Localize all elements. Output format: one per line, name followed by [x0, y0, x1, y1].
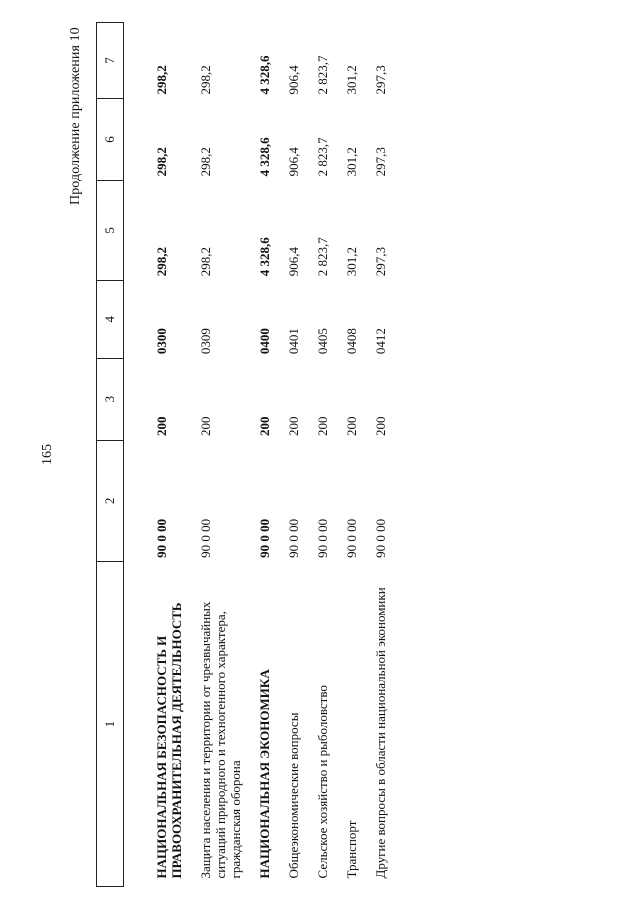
row-amount-5: 298,2 — [154, 247, 169, 277]
row-section-code: 0408 — [344, 328, 359, 355]
row-amount-7: 4 328,6 — [257, 55, 272, 95]
row-target-code: 90 0 00 — [154, 518, 169, 558]
row-name: НАЦИОНАЛЬНАЯ ЭКОНОМИКА — [257, 669, 272, 879]
row-name: Транспорт — [344, 820, 359, 879]
row-expense-type: 200 — [315, 416, 330, 437]
table-header — [97, 23, 124, 887]
row-amount-5: 297,3 — [373, 247, 388, 277]
table-row — [344, 23, 373, 887]
row-expense-type: 200 — [286, 416, 301, 437]
row-amount-7: 297,3 — [373, 65, 388, 95]
row-amount-7: 2 823,7 — [315, 55, 330, 95]
header-col-5: 5 — [97, 180, 124, 280]
row-name: НАЦИОНАЛЬНАЯ БЕЗОПАСНОСТЬ И ПРАВООХРАНИТЕЛЬНАЯ ДЕЯТЕЛЬНОСТЬ — [154, 602, 184, 879]
row-amount-7: 298,2 — [198, 65, 213, 95]
row-amount-6: 4 328,6 — [257, 137, 272, 177]
row-section-code: 0309 — [198, 328, 213, 355]
row-amount-5: 906,4 — [286, 247, 301, 277]
row-target-code: 90 0 00 — [257, 518, 272, 558]
row-expense-type: 200 — [257, 416, 272, 437]
header-col-2: 2 — [97, 440, 124, 562]
row-target-code: 90 0 00 — [373, 518, 388, 558]
row-section-code: 0401 — [286, 328, 301, 355]
row-amount-5: 4 328,6 — [257, 237, 272, 277]
table-row — [286, 23, 315, 887]
row-amount-7: 301,2 — [344, 65, 359, 95]
row-amount-6: 298,2 — [154, 147, 169, 177]
row-amount-6: 906,4 — [286, 147, 301, 177]
row-name: Другие вопросы в области национальной экономики — [373, 587, 388, 879]
table-body — [124, 23, 403, 887]
header-col-4: 4 — [97, 280, 124, 358]
row-name: Защита населения и территории от чрезвычайных ситуаций природного и техногенного характера, гражданская оборона — [198, 601, 243, 879]
row-amount-7: 298,2 — [154, 65, 169, 95]
table-row — [124, 23, 199, 887]
row-target-code: 90 0 00 — [315, 518, 330, 558]
table-row — [315, 23, 344, 887]
row-amount-7: 906,4 — [286, 65, 301, 95]
row-amount-5: 2 823,7 — [315, 237, 330, 277]
row-target-code: 90 0 00 — [286, 518, 301, 558]
row-section-code: 0300 — [154, 328, 169, 355]
row-expense-type: 200 — [198, 416, 213, 437]
appendix-caption: Продолжение приложения 10 — [68, 27, 83, 205]
row-expense-type: 200 — [344, 416, 359, 437]
row-amount-5: 301,2 — [344, 247, 359, 277]
table-row — [257, 23, 286, 887]
header-col-3: 3 — [97, 358, 124, 440]
row-target-code: 90 0 00 — [198, 518, 213, 558]
table-row — [198, 23, 257, 887]
row-expense-type: 200 — [154, 416, 169, 437]
budget-table — [96, 22, 402, 887]
row-amount-6: 298,2 — [198, 147, 213, 177]
row-section-code: 0405 — [315, 328, 330, 355]
page-number: 165 — [40, 444, 55, 465]
row-name: Сельское хозяйство и рыболовство — [315, 685, 330, 879]
table-row — [373, 23, 402, 887]
row-section-code: 0412 — [373, 328, 388, 355]
row-expense-type: 200 — [373, 416, 388, 437]
header-col-6: 6 — [97, 98, 124, 180]
header-row — [97, 23, 124, 887]
row-target-code: 90 0 00 — [344, 518, 359, 558]
row-amount-6: 2 823,7 — [315, 137, 330, 177]
row-amount-6: 297,3 — [373, 147, 388, 177]
row-amount-6: 301,2 — [344, 147, 359, 177]
row-section-code: 0400 — [257, 328, 272, 355]
row-name: Общеэкономические вопросы — [286, 712, 301, 879]
row-amount-5: 298,2 — [198, 247, 213, 277]
header-col-7: 7 — [97, 23, 124, 99]
header-col-1: 1 — [97, 562, 124, 887]
